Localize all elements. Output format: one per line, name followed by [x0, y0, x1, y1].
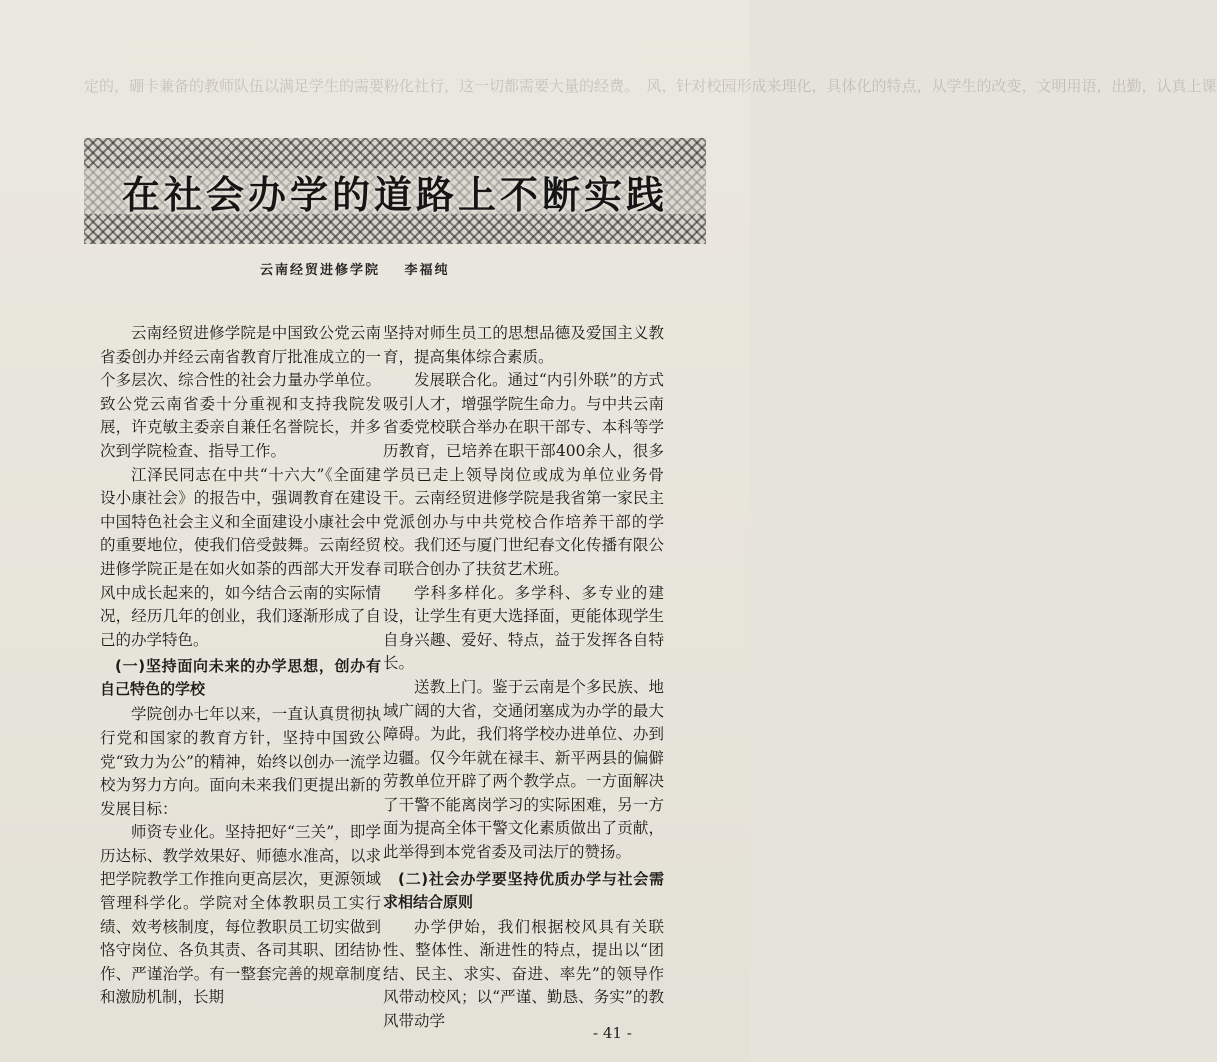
paragraph: 师资专业化。坚持把好“三关”，即学历达标、教学效果好、师德水准高，以求把学院教学工作推向更高层次，更源领域管理科学化。学院对全体教职员工实行绩、效考核制度，每位教职员工切实做到恪守岗位、各负其责、各司其职、团结协作、严谨治学。有一整套完善的规章制度和激励机制，长期 [100, 823, 381, 1007]
paragraph: 办学伊始，我们根据校风具有关联性、整体性、渐进性的特点，提出以“团结、民主、求实、奋进、率先”的领导作风带动校风；以“严谨、勤恳、务实”的教风带动学 [383, 917, 664, 1031]
left-column [100, 322, 381, 1010]
paragraph-continued: 坚持对师生员工的思想品德及爱国主义教育，提高集体综合素质。 [383, 324, 664, 366]
byline [260, 259, 560, 278]
paragraph: 云南经贸进修学院是中国致公党云南省委创办并经云南省教育厅批准成立的一个多层次、综合性的社会力量办学单位。致公党云南省委十分重视和支持我院发展，许克敏主委亲自兼任名誉院长，并多次到学院检查、指导工作。 [100, 324, 381, 460]
paragraph: 江泽民同志在中共“十六大”《全面建设小康社会》的报告中，强调教育在建设中国特色社会主义和全面建设小康社会中的重要地位，使我们倍受鼓舞。云南经贸进修学院正是在如火如荼的西部大开发春风中成长起来的，如今结合云南的实际情况，经历几年的创业，我们逐渐形成了自己的办学特色。 [100, 465, 381, 649]
bleed-through-text: 定的，硼卡兼备的教师队伍以满足学生的需要粉化社行，这一切都需要大量的经费。 风，针对校园形成来理化，具体化的特点，从学生的改变，文明用语，出勤，认真上课 [84, 77, 1217, 95]
title-banner [84, 138, 706, 244]
section-heading: (一)坚持面向未来的办学思想，创办有自己特色的学校 [100, 657, 381, 699]
paragraph: 学院创办七年以来，一直认真贯彻执行党和国家的教育方针，坚持中国致公党“致力为公”的精神，始终以创办一流学校为努力方向。面向未来我们更提出新的发展目标： [100, 705, 381, 818]
section-heading: (二)社会办学要坚持优质办学与社会需求相结合原则 [383, 869, 664, 911]
paragraph: 送教上门。鉴于云南是个多民族、地域广阔的大省，交通闭塞成为办学的最大障碍。为此，我们将学校办进单位、办到边疆。仅今年就在禄丰、新平两县的偏僻劳教单位开辟了两个教学点。一方面解决了干警不能离岗学习的实际困难，另一方面为提高全体干警文化素质做出了贡献，此举得到本党省委及司法厅的赞扬。 [383, 677, 664, 862]
author-name: 李福纯 [404, 263, 450, 278]
paragraph: 学科多样化。多学科、多专业的建设，让学生有更大选择面，更能体现学生自身兴趣、爱好、特点，益于发挥各自特长。 [383, 583, 664, 673]
author-affiliation: 云南经贸进修学院 [260, 263, 381, 278]
right-column [383, 322, 664, 1034]
paragraph: 发展联合化。通过“内引外联”的方式吸引人才，增强学院生命力。与中共云南省委党校联合举办在职干部专、本科等学历教育，已培养在职干部400余人，很多学员已走上领导岗位或成为单位业务骨干。云南经贸进修学院是我省第一家民主党派创办与中共党校合作培养干部的学校。我们还与厦门世纪春文化传播有限公司联合创办了扶贫艺术班。 [383, 371, 664, 578]
page-number: - 41 - [593, 1024, 632, 1042]
article-title: 在社会办学的道路上不断实践 [121, 173, 668, 217]
